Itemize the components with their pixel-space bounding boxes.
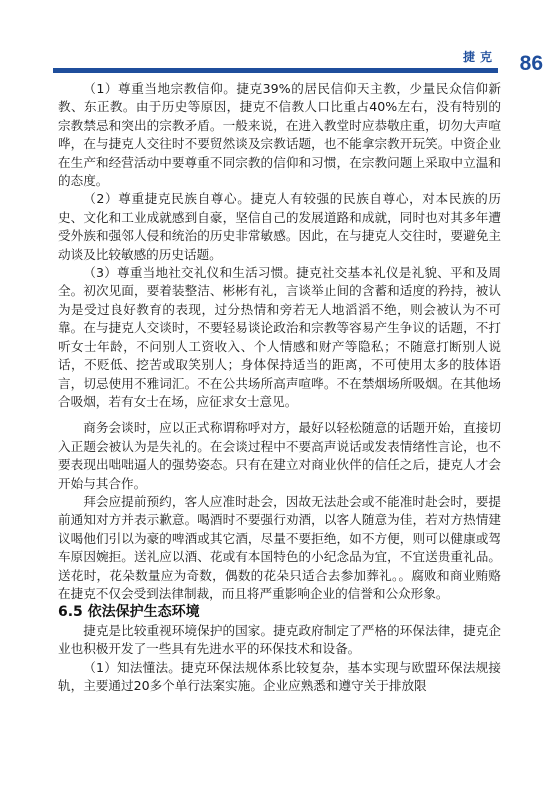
page-number: 86 [519,52,543,75]
page-header [0,0,559,90]
header-rule [53,68,498,73]
page-body [58,80,501,695]
paragraph-social-etiquette: （3）尊重当地社交礼仪和生活习惯。捷克社交基本礼仪是礼貌、平和及周全。初次见面，要着装整洁、彬彬有礼，言谈举止间的含蓄和适度的矜持，被认为是受过良好教育的表现，过分热情和旁若无人地滔滔不绝，则会被认为不可靠。在与捷克人交谈时，不要轻易谈论政治和宗教等容易产生争议的话题，不打听女士年龄，不问别人工资收入、个人情感和财产等隐私；不随意打断别人说话，不贬低、挖苦或取笑别人；身体保持适当的距离，不可使用太多的肢体语言，切忌使用不雅词汇。不在公共场所高声喧哗。不在禁烟场所吸烟。在其他场合吸烟，若有女士在场，应征求女士意见。 [58,265,501,409]
paragraph-know-the-law: （1）知法懂法。捷克环保法规体系比较复杂，基本实现与欧盟环保法规接轨，主要通过20多个单行法案实施。企业应熟悉和遵守关于排放限 [58,659,501,693]
section-heading: 6.5 依法保护生态环境 [58,604,200,621]
paragraph-religion: （1）尊重当地宗教信仰。捷克39%的居民信仰天主教，少量民众信仰新教、东正教。由于历史等原因，捷克不信教人口比重占40%左右，没有特别的宗教禁忌和突出的宗教矛盾。一般来说，在进入教堂时应恭敬庄重，切勿大声喧哗，在与捷克人交往时不要贸然谈及宗教话题，也不能拿宗教开玩笑。中资企业在生产和经营活动中要尊重不同宗教的信仰和习惯，在宗教问题上采取中立温和的态度。 [58,81,501,189]
paragraph-national-pride: （2）尊重捷克民族自尊心。捷克人有较强的民族自尊心，对本民族的历史、文化和工业成就感到自豪，坚信自己的发展道路和成就，同时也对其多年遭受外族和强邻人侵和统治的历史非常敏感。因此，在与捷克人交往时，要避免主动谈及比较敏感的历史话题。 [58,191,501,262]
paragraph-visits-gifts: 拜会应提前预约，客人应准时赴会，因故无法赴会或不能准时赴会时，要提前通知对方并表示歉意。喝酒时不要强行劝酒，以客人随意为佳，若对方热情建议喝他们引以为豪的啤酒或其它酒，尽量不要拒绝，如不方便，则可以健康或驾车原因婉拒。送礼应以酒、花或有本国特色的小纪念品为宜，不宜送贵重礼品。送花时，花朵数量应为奇数，偶数的花朵只适合去参加葬礼。。腐败和商业贿赂在捷克不仅会受到法律制裁，而且将严重影响企业的信誉和公众形象。 [58,493,501,601]
paragraph-business-talks: 商务会谈时，应以正式称谓称呼对方，最好以轻松随意的话题开始，直接切入正题会被认为是失礼的。在会谈过程中不要高声说话或发表情绪性言论，也不要表现出咄咄逼人的强势姿态。只有在建立对商业伙伴的信任之后，捷克人才会开始与其合作。 [58,420,501,491]
running-header-label: 捷克 [462,50,497,64]
paragraph-environment-intro: 捷克是比较重视环境保护的国家。捷克政府制定了严格的环保法律，捷克企业也积极开发了一些具有先进水平的环保技术和设备。 [58,622,501,657]
